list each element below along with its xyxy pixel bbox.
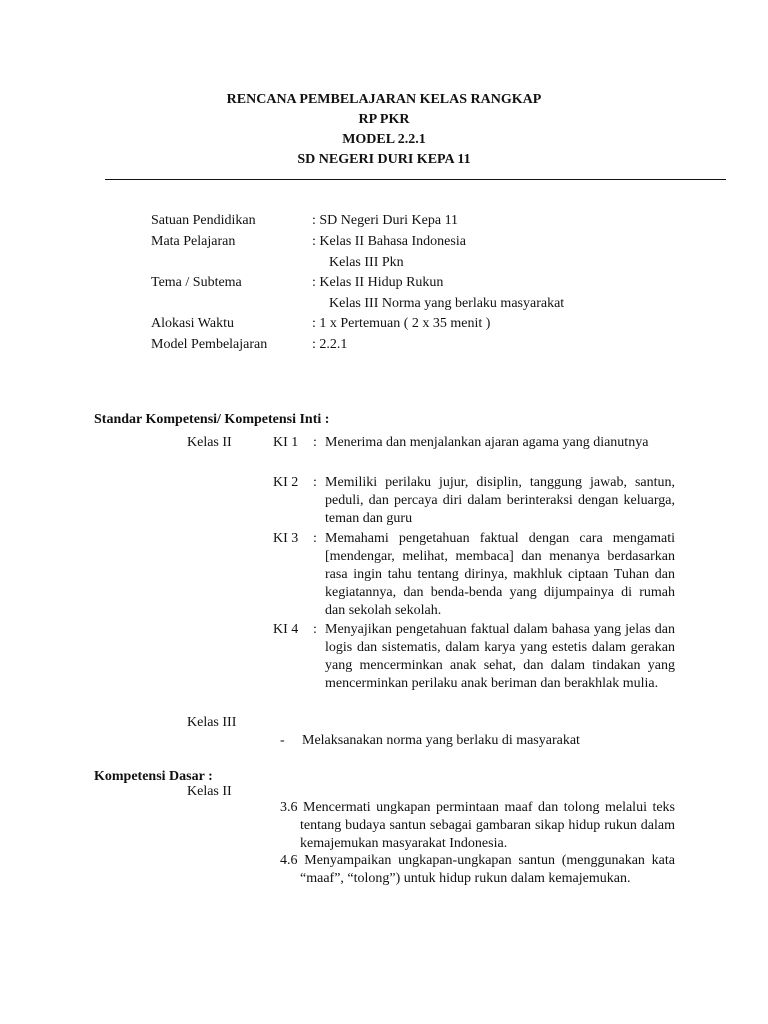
document-subtitle-school: SD NEGERI DURI KEPA 11 — [297, 152, 471, 167]
standar-kelas3-label: Kelas III — [187, 715, 237, 730]
ki3-colon: : — [313, 531, 317, 546]
kelas3-dash: - — [280, 733, 285, 748]
kd-heading: Kompetensi Dasar : — [94, 769, 213, 784]
standar-kelas2-label: Kelas II — [187, 435, 232, 450]
identity-value-model: : 2.2.1 — [312, 337, 348, 352]
ki4-text: Menyajikan pengetahuan faktual dalam bahasa yang jelas dan logis dan sistematis, dalam karya yang estetis dalam gerakan yang mencerminkan anak sehat, dan dalam tindakan yang mencerminkan perilaku anak beriman dan berakhlak mulia. — [325, 622, 675, 691]
identity-value-satuan: : SD Negeri Duri Kepa 11 — [312, 213, 459, 228]
ki4-code: KI 4 — [273, 622, 299, 637]
ki2-text: Memiliki perilaku jujur, disiplin, tanggung jawab, santun, peduli, dan percaya diri dalam berinteraksi dengan keluarga, teman dan guru — [325, 475, 675, 526]
ki1-code: KI 1 — [273, 435, 299, 450]
document-subtitle-rp: RP PKR — [358, 112, 410, 127]
identity-value-tema-2: : Kelas II Hidup Rukun — [312, 275, 444, 290]
ki2-code: KI 2 — [273, 475, 299, 490]
identity-label-mapel: Mata Pelajaran — [151, 234, 236, 249]
ki1-colon: : — [313, 435, 317, 450]
kelas3-text: Melaksanakan norma yang berlaku di masyarakat — [302, 733, 580, 748]
document-title: RENCANA PEMBELAJARAN KELAS RANGKAP — [226, 92, 542, 107]
document-subtitle-model: MODEL 2.2.1 — [342, 132, 426, 147]
header-divider — [105, 179, 726, 180]
identity-label-model: Model Pembelajaran — [151, 337, 268, 352]
ki2-colon: : — [313, 475, 317, 490]
kd-kelas2-label: Kelas II — [187, 784, 232, 799]
kd-item-4-6: 4.6 Menyampaikan ungkapan-ungkapan santun (menggunakan kata “maaf”, “tolong”) untuk hidup rukun dalam kemajemukan. — [280, 853, 675, 886]
ki3-text: Memahami pengetahuan faktual dengan cara mengamati [mendengar, melihat, membaca] dan menanya berdasarkan rasa ingin tahu tentang dirinya, makhluk ciptaan Tuhan dan kegiatannya, dan benda-benda yang dijumpainya di rumah dan sekolah sekolah. — [325, 531, 675, 618]
identity-value-tema-3: Kelas III Norma yang berlaku masyarakat — [329, 296, 565, 311]
kd-item-3-6: 3.6 Mencermati ungkapan permintaan maaf dan tolong melalui teks tentang budaya santun sebagai gambaran sikap hidup rukun dalam kemajemukan masyarakat Indonesia. — [280, 800, 675, 851]
identity-label-tema: Tema / Subtema — [151, 275, 242, 290]
ki4-colon: : — [313, 622, 317, 637]
identity-label-satuan: Satuan Pendidikan — [151, 213, 256, 228]
ki1-text: Menerima dan menjalankan ajaran agama yang dianutnya — [325, 435, 649, 450]
identity-label-waktu: Alokasi Waktu — [151, 316, 234, 331]
standar-heading: Standar Kompetensi/ Kompetensi Inti : — [94, 412, 330, 427]
identity-value-waktu: : 1 x Pertemuan ( 2 x 35 menit ) — [312, 316, 491, 331]
identity-value-mapel-2: : Kelas II Bahasa Indonesia — [312, 234, 466, 249]
identity-value-mapel-3: Kelas III Pkn — [329, 255, 404, 270]
ki3-code: KI 3 — [273, 531, 299, 546]
